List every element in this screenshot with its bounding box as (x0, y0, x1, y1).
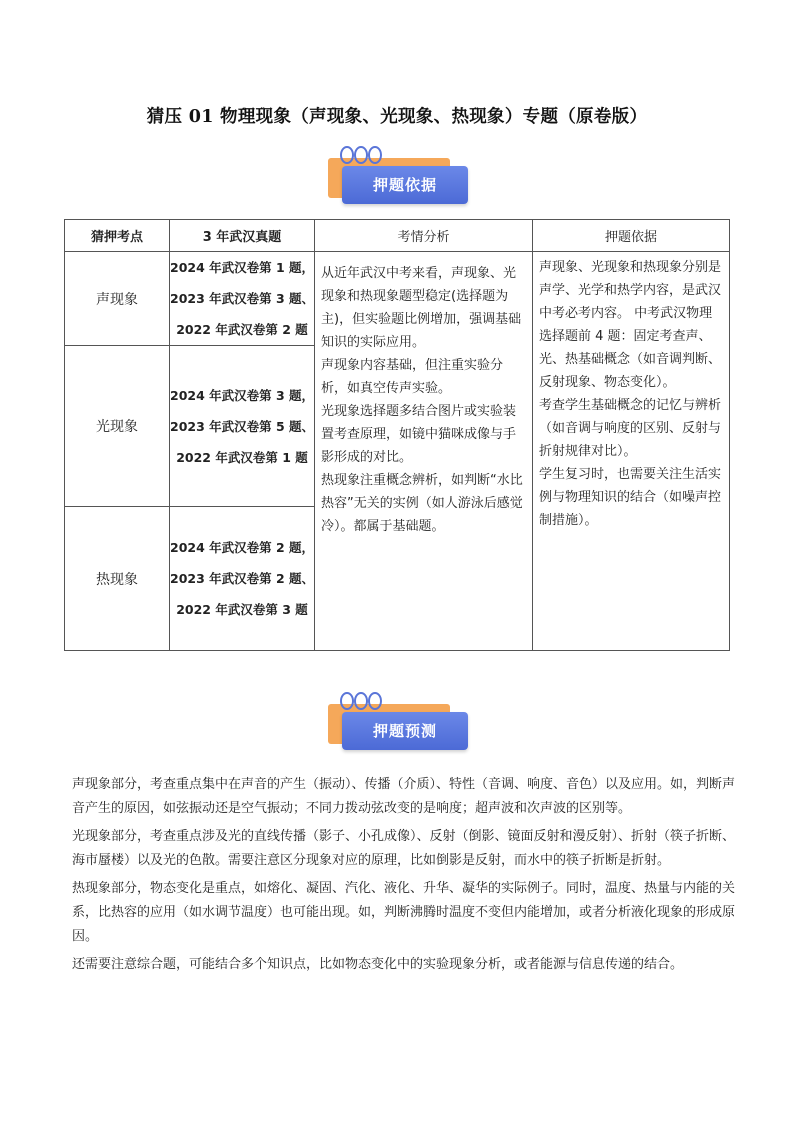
prediction-paragraph: 还需要注意综合题，可能结合多个知识点，比如物态变化中的实验现象分析，或者能源与信息传递的结合。 (72, 957, 684, 972)
basis-paragraph: 学生复习时，也需要关注生活实例与物理知识的结合（如噪声控制措施）。 (539, 467, 722, 528)
table-header-cell: 3 年武汉真题 (170, 220, 315, 252)
year-item: 2022 年武汉卷第 3 题 (176, 602, 308, 617)
exam-basis-table (64, 219, 730, 651)
section-badge-prediction (328, 692, 458, 754)
year-item: 2023 年武汉卷第 2 题、 (170, 571, 315, 586)
table-header-cell: 押题依据 (533, 220, 730, 252)
basis-cell (533, 252, 730, 651)
year-item: 2024 年武汉卷第 3 题， (170, 387, 315, 403)
years-cell (170, 252, 315, 346)
prediction-paragraph: 热现象部分，物态变化是重点，如熔化、凝固、汽化、液化、升华、凝华的实际例子。同时，温度、热量与内能的关系，比热容的应用（如水调节温度）也可能出现。如，判断沸腾时温度不变但内能增加，或者分析液化现象的形成原因。 (72, 881, 736, 944)
analysis-paragraph: 热现象注重概念辨析，如判断“水比热容”无关的实例（如人游泳后感觉冷）。都属于基础题。 (321, 473, 523, 534)
badge-label: 押题预测 (342, 712, 468, 750)
badge-label: 押题依据 (342, 166, 468, 204)
prediction-body (72, 773, 738, 981)
year-item: 2024 年武汉卷第 1 题， (170, 260, 315, 275)
analysis-paragraph: 声现象内容基础，但注重实验分析，如真空传声实验。 (321, 358, 504, 396)
year-item: 2022 年武汉卷第 2 题 (176, 322, 308, 337)
prediction-paragraph: 光现象部分，考查重点涉及光的直线传播（影子、小孔成像）、反射（倒影、镜面反射和漫反射）、折射（筷子折断、海市蜃楼）以及光的色散。需要注意区分现象对应的原理，比如倒影是反射，而水中的筷子折断是折射。 (72, 829, 736, 868)
topic-cell: 热现象 (65, 507, 170, 651)
year-item: 2022 年武汉卷第 1 题 (176, 449, 308, 465)
year-item: 2024 年武汉卷第 2 题， (170, 540, 315, 555)
binder-rings-icon (340, 692, 390, 710)
topic-cell: 声现象 (65, 252, 170, 346)
years-cell (170, 507, 315, 651)
basis-paragraph: 声现象、光现象和热现象分别是声学、光学和热学内容，是武汉中考必考内容。 中考武汉物理选择题前 4 题：固定考查声、光、热基础概念（如音调判断、反射现象、物态变化）。 (539, 260, 722, 390)
analysis-cell (315, 252, 533, 651)
analysis-paragraph: 光现象选择题多结合图片或实验装置考查原理，如镜中猫咪成像与手影形成的对比。 (321, 404, 517, 465)
year-item: 2023 年武汉卷第 5 题、 (170, 418, 315, 434)
years-cell (170, 346, 315, 507)
table-header-cell: 考情分析 (315, 220, 533, 252)
topic-cell: 光现象 (65, 346, 170, 507)
year-item: 2023 年武汉卷第 3 题、 (170, 291, 315, 306)
table-row (65, 252, 730, 346)
binder-rings-icon (340, 146, 390, 164)
section-badge-basis (328, 146, 458, 208)
prediction-paragraph: 声现象部分，考查重点集中在声音的产生（振动）、传播（介质）、特性（音调、响度、音色）以及应用。如，判断声音产生的原因，如弦振动还是空气振动；不同力拨动弦改变的是响度；超声波和次声波的区别等。 (72, 777, 736, 816)
page-title: 猜压 01 物理现象（声现象、光现象、热现象）专题（原卷版） (146, 107, 648, 127)
analysis-paragraph: 从近年武汉中考来看，声现象、光现象和热现象题型稳定(选择题为主)，但实验题比例增加，强调基础知识的实际应用。 (321, 266, 522, 350)
basis-paragraph: 考查学生基础概念的记忆与辨析（如音调与响度的区别、反射与折射规律对比）。 (539, 398, 722, 459)
table-header-row (65, 220, 730, 252)
table-header-cell: 猜押考点 (65, 220, 170, 252)
